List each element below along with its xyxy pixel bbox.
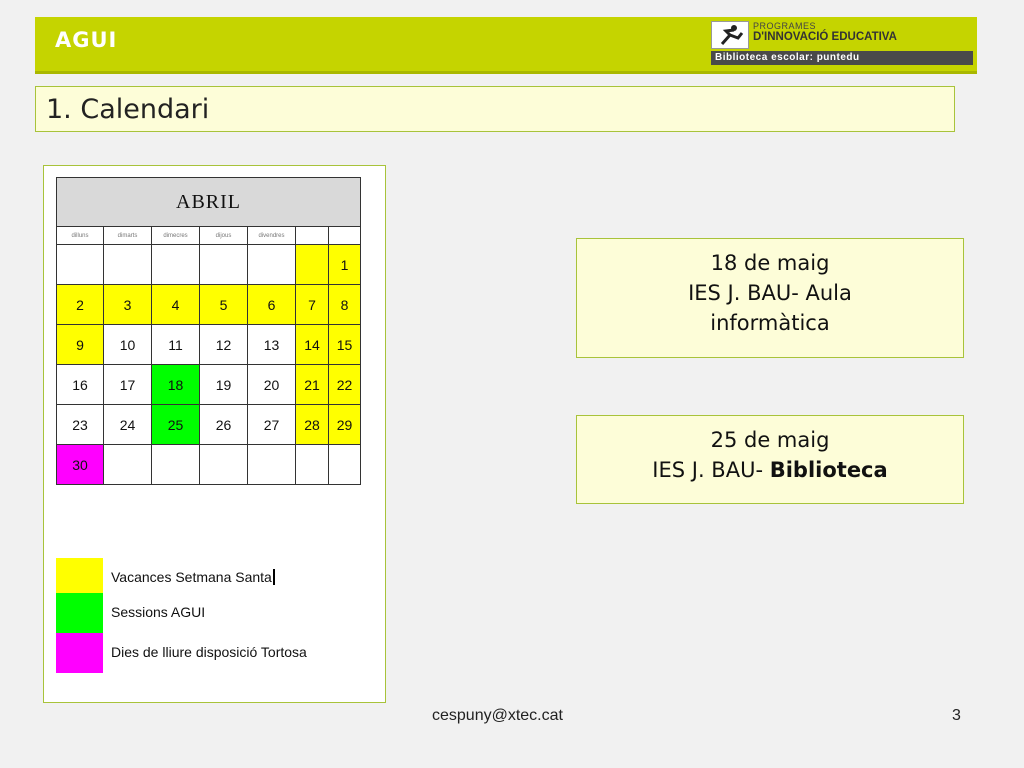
calendar-day-name: dimecres xyxy=(152,227,200,245)
calendar-week-row xyxy=(57,405,361,445)
calendar-day-cell: 2 xyxy=(57,285,104,325)
legend-label: Vacances Setmana Santa xyxy=(111,569,272,585)
calendar-day-cell: 9 xyxy=(57,325,104,365)
calendar-day-cell: 11 xyxy=(152,325,200,365)
calendar-day-cell xyxy=(104,445,152,485)
calendar-day-cell: 14 xyxy=(296,325,329,365)
legend-swatch xyxy=(56,558,103,598)
session-place-bold: Biblioteca xyxy=(769,458,888,482)
calendar-week-row xyxy=(57,325,361,365)
calendar-day-cell xyxy=(152,245,200,285)
legend-item xyxy=(56,558,356,598)
calendar-day-cell: 18 xyxy=(152,365,200,405)
calendar-day-cell: 13 xyxy=(248,325,296,365)
legend-label: Dies de lliure disposició Tortosa xyxy=(111,644,307,660)
calendar-day-cell: 8 xyxy=(329,285,361,325)
calendar-day-cell xyxy=(57,245,104,285)
calendar-day-cell xyxy=(329,445,361,485)
calendar-day-cell xyxy=(200,445,248,485)
session-place: IES J. BAU- Aula xyxy=(688,281,852,305)
calendar-day-cell: 20 xyxy=(248,365,296,405)
text-cursor xyxy=(273,569,275,585)
page-number: 3 xyxy=(952,707,961,724)
calendar-week-row xyxy=(57,285,361,325)
session-box-1 xyxy=(576,238,964,358)
logo-line3: Biblioteca escolar: puntedu xyxy=(711,51,973,65)
calendar-day-cell: 10 xyxy=(104,325,152,365)
calendar-day-cell: 7 xyxy=(296,285,329,325)
calendar-day-cell: 17 xyxy=(104,365,152,405)
calendar-day-cell: 19 xyxy=(200,365,248,405)
calendar-day-name: dimarts xyxy=(104,227,152,245)
calendar-day-cell: 27 xyxy=(248,405,296,445)
legend-label: Sessions AGUI xyxy=(111,604,206,620)
calendar-day-cell xyxy=(104,245,152,285)
calendar-image xyxy=(43,165,386,703)
slide-title-box xyxy=(35,86,955,132)
session-date: 18 de maig xyxy=(710,251,830,275)
footer-email: cespuny@xtec.cat xyxy=(432,707,563,724)
calendar-day-name: dijous xyxy=(200,227,248,245)
calendar-week-row xyxy=(57,245,361,285)
session-place xyxy=(577,455,963,485)
calendar-day-name: divendres xyxy=(248,227,296,245)
calendar-day-cell xyxy=(152,445,200,485)
calendar-day-cell: 4 xyxy=(152,285,200,325)
banner-title: AGUI xyxy=(55,28,118,52)
calendar-day-cell: 21 xyxy=(296,365,329,405)
legend-swatch xyxy=(56,633,103,673)
calendar-day-cell: 3 xyxy=(104,285,152,325)
session-box-2 xyxy=(576,415,964,504)
logo-runner-icon xyxy=(711,21,749,49)
calendar-table xyxy=(56,177,361,485)
calendar-day-cell: 16 xyxy=(57,365,104,405)
calendar-day-cell: 25 xyxy=(152,405,200,445)
calendar-week-row xyxy=(57,445,361,485)
calendar-month: ABRIL xyxy=(57,178,361,227)
calendar-day-name xyxy=(296,227,329,245)
session-place-prefix: IES J. BAU- xyxy=(652,458,770,482)
calendar-day-cell: 26 xyxy=(200,405,248,445)
calendar-day-cell xyxy=(296,445,329,485)
calendar-day-name: dilluns xyxy=(57,227,104,245)
logo-line1: PROGRAMES xyxy=(753,21,817,31)
calendar-day-cell: 30 xyxy=(57,445,104,485)
legend-item xyxy=(56,633,356,673)
calendar-day-cell: 29 xyxy=(329,405,361,445)
calendar-day-cell xyxy=(248,245,296,285)
calendar-day-cell: 1 xyxy=(329,245,361,285)
header-banner xyxy=(35,17,977,74)
program-logo xyxy=(711,19,973,67)
session-place-cont: informàtica xyxy=(710,311,830,335)
calendar-day-cell: 15 xyxy=(329,325,361,365)
calendar-day-cell: 22 xyxy=(329,365,361,405)
calendar-day-cell: 23 xyxy=(57,405,104,445)
calendar-day-cell: 28 xyxy=(296,405,329,445)
calendar-day-cell xyxy=(200,245,248,285)
calendar-day-cell: 6 xyxy=(248,285,296,325)
calendar-day-cell: 5 xyxy=(200,285,248,325)
calendar-day-cell xyxy=(296,245,329,285)
legend-swatch xyxy=(56,593,103,633)
logo-line2: D'INNOVACIÓ EDUCATIVA xyxy=(753,31,897,43)
calendar-day-cell xyxy=(248,445,296,485)
slide-title: 1. Calendari xyxy=(46,94,210,125)
calendar-week-row xyxy=(57,365,361,405)
calendar-day-name xyxy=(329,227,361,245)
legend-item xyxy=(56,593,356,633)
calendar-day-cell: 24 xyxy=(104,405,152,445)
session-date: 25 de maig xyxy=(710,428,830,452)
calendar-day-cell: 12 xyxy=(200,325,248,365)
